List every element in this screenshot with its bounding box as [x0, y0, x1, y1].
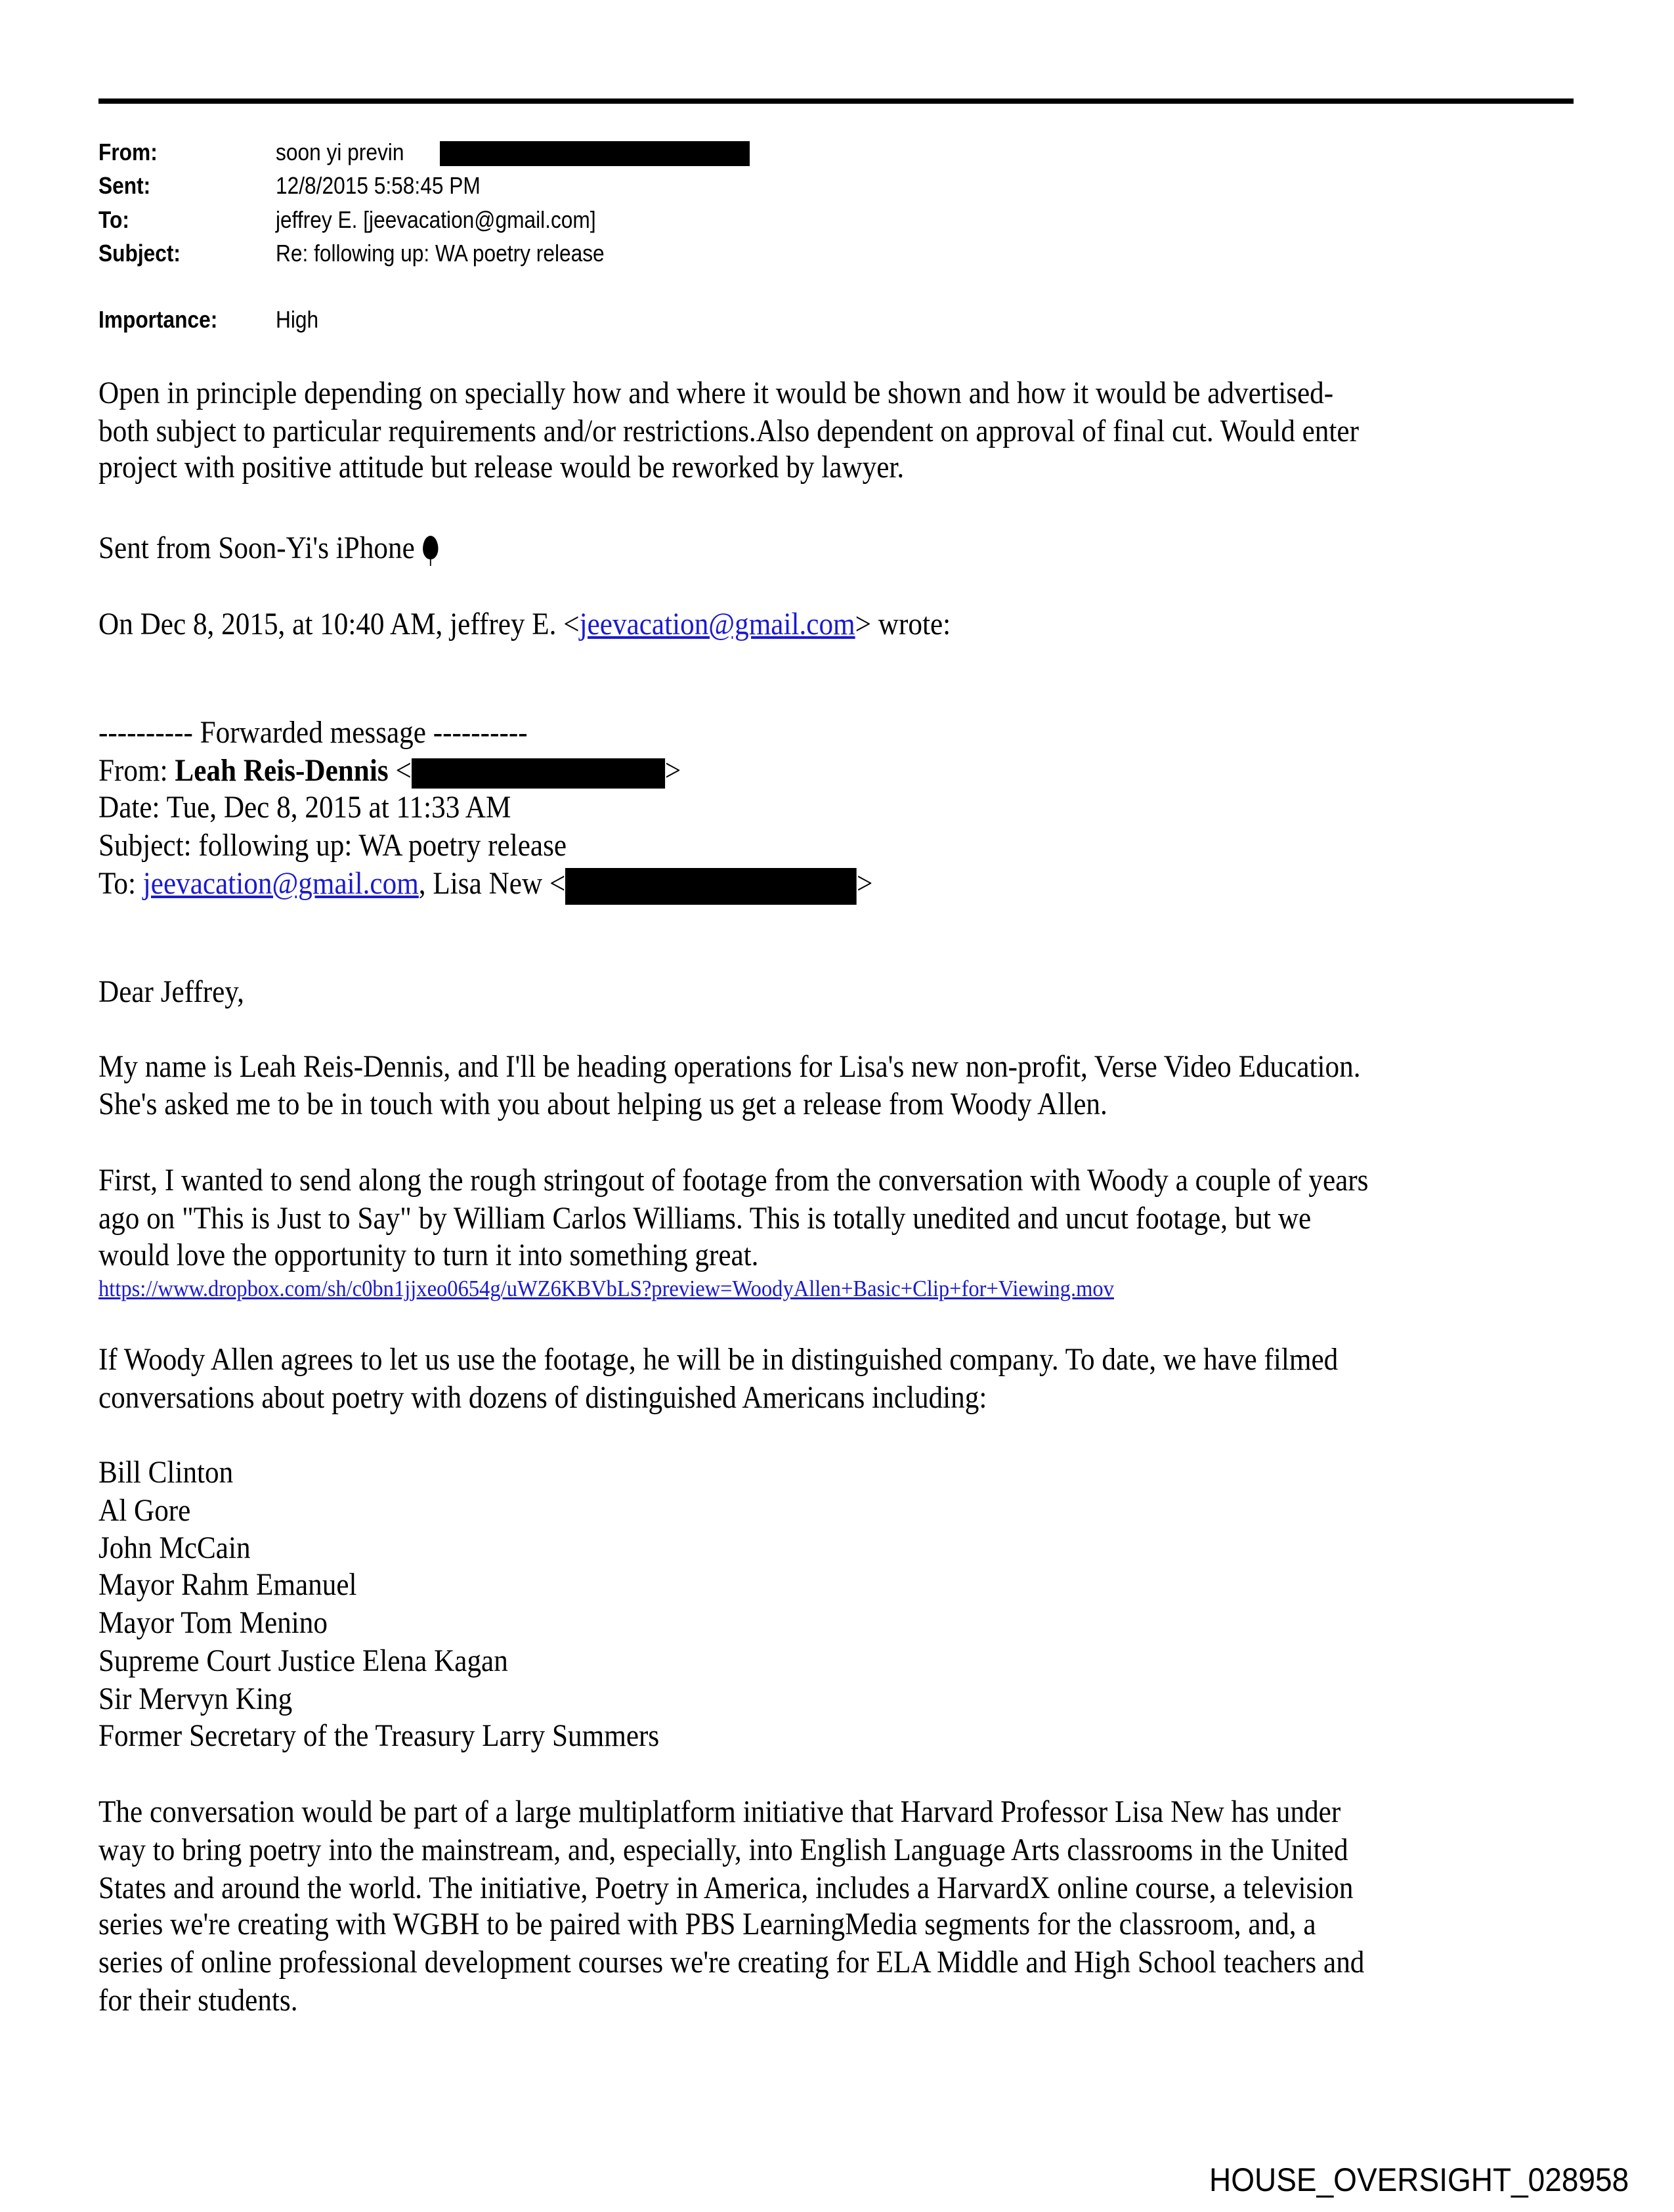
- list-item: Supreme Court Justice Elena Kagan: [98, 1643, 508, 1678]
- reply-line: both subject to particular requirements and/or restrictions.Also dependent on approval of final cut. Would enter: [98, 414, 1359, 448]
- body-line: way to bring poetry into the mainstream, and, especially, into English Language Arts classrooms in the United: [98, 1832, 1348, 1867]
- reply-line: Open in principle depending on specially how and where it would be shown and how it would be advertised-: [98, 376, 1334, 410]
- list-item: Sir Mervyn King: [98, 1681, 293, 1716]
- quote-header: [98, 605, 951, 643]
- dropbox-link[interactable]: https://www.dropbox.com/sh/c0bn1jjxeo0654g/uWZ6KBVbLS?preview=WoodyAllen+Basic+Clip+for+Viewing.mov: [98, 1276, 1114, 1301]
- to-label: To:: [98, 866, 143, 901]
- to-rest: , Lisa New <: [418, 866, 566, 901]
- redaction: [565, 868, 857, 905]
- body-line: series we're creating with WGBH to be paired with PBS LearningMedia segments for the classroom, and, a: [98, 1907, 1316, 1941]
- email-link[interactable]: jeevacation@gmail.com: [579, 607, 855, 641]
- subject-value: Re: following up: WA poetry release: [276, 240, 605, 267]
- email-link[interactable]: jeevacation@gmail.com: [142, 866, 419, 901]
- top-rule: [98, 98, 1574, 104]
- signature-text: Sent from Soon-Yi's iPhone: [98, 531, 415, 565]
- from-value: soon yi previn: [276, 139, 404, 165]
- from-name: Leah Reis-Dennis: [175, 753, 389, 788]
- body-line: would love the opportunity to turn it into something great.: [98, 1238, 759, 1272]
- importance-value: High: [276, 306, 319, 333]
- bracket: >: [857, 866, 873, 901]
- sent-label: Sent:: [98, 172, 151, 199]
- body-line: conversations about poetry with dozens of distinguished Americans including:: [98, 1380, 987, 1415]
- body-line: She's asked me to be in touch with you about helping us get a release from Woody Allen.: [98, 1087, 1107, 1121]
- body-line: The conversation would be part of a large multiplatform initiative that Harvard Professor Lisa New has under: [98, 1794, 1341, 1829]
- forwarded-subject: Subject: following up: WA poetry release: [98, 828, 567, 863]
- forwarded-to: [98, 865, 872, 905]
- list-item: Al Gore: [98, 1493, 191, 1528]
- list-item: Mayor Rahm Emanuel: [98, 1567, 357, 1602]
- from-label: From:: [98, 753, 175, 788]
- forwarded-from: [98, 752, 681, 790]
- importance-label: Importance:: [98, 306, 218, 333]
- redaction: [412, 758, 665, 789]
- quote-suffix: > wrote:: [855, 607, 951, 641]
- bracket: >: [664, 753, 681, 788]
- reply-line: project with positive attitude but release would be reworked by lawyer.: [98, 450, 905, 485]
- body-line: series of online professional development courses we're creating for ELA Middle and High School teachers and: [98, 1945, 1365, 1980]
- bates-number: HOUSE_OVERSIGHT_028958: [1209, 2161, 1629, 2198]
- body-line: States and around the world. The initiative, Poetry in America, includes a HarvardX online course, a television: [98, 1871, 1354, 1905]
- from-label: From:: [98, 139, 158, 165]
- list-item: John McCain: [98, 1530, 251, 1565]
- body-line: ago on "This is Just to Say" by William Carlos Williams. This is totally unedited and uncut footage, but we: [98, 1201, 1312, 1236]
- signature: [98, 529, 439, 567]
- list-item: Mayor Tom Menino: [98, 1605, 328, 1640]
- to-label: To:: [98, 206, 129, 233]
- subject-label: Subject:: [98, 240, 181, 267]
- balloon-icon: [423, 536, 438, 559]
- to-value: jeffrey E. [jeevacation@gmail.com]: [276, 206, 596, 233]
- redaction: [440, 141, 750, 166]
- list-item: Bill Clinton: [98, 1455, 234, 1490]
- body-line: First, I wanted to send along the rough stringout of footage from the conversation with Woody a couple of years: [98, 1163, 1369, 1198]
- quote-prefix: On Dec 8, 2015, at 10:40 AM, jeffrey E. <: [98, 607, 580, 641]
- list-item: Former Secretary of the Treasury Larry Summers: [98, 1718, 660, 1753]
- forwarded-date: Date: Tue, Dec 8, 2015 at 11:33 AM: [98, 790, 511, 825]
- body-line: for their students.: [98, 1983, 298, 2018]
- forwarded-divider: ---------- Forwarded message ----------: [98, 715, 528, 750]
- body-line: My name is Leah Reis-Dennis, and I'll be heading operations for Lisa's new non-profit, Verse Video Education.: [98, 1049, 1361, 1084]
- bracket: <: [388, 753, 412, 788]
- sent-value: 12/8/2015 5:58:45 PM: [276, 172, 481, 199]
- body-line: If Woody Allen agrees to let us use the footage, he will be in distinguished company. To date, we have filmed: [98, 1342, 1339, 1377]
- greeting: Dear Jeffrey,: [98, 974, 244, 1009]
